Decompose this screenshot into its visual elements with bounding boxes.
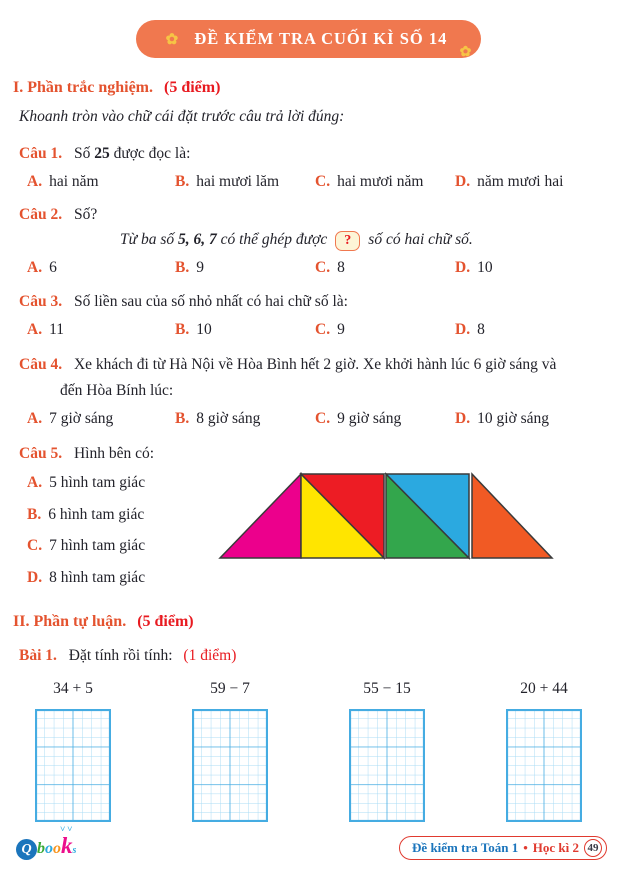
- question-2-options: [0, 259, 617, 277]
- answer-placeholder-box[interactable]: ?: [335, 231, 360, 251]
- question-2-subtext: Từ ba số 5, 6, 7 có thể ghép được ? số có hai chữ số.: [120, 231, 617, 251]
- question-1-text: Số 25 được đọc là:: [73, 145, 191, 162]
- question-5: [0, 445, 617, 589]
- question-2-text: Số?: [73, 206, 98, 224]
- book-name: Đề kiểm tra Toán 1: [412, 840, 519, 855]
- option-b[interactable]: B. 8 giờ sáng: [175, 410, 261, 428]
- option-a[interactable]: A. 5 hình tam giác: [27, 474, 146, 492]
- bird-icon: ˅˅: [60, 824, 75, 834]
- problem-column-2: [192, 680, 268, 827]
- question-4-label: Câu 4.: [19, 356, 63, 374]
- flower-icon: ✿: [165, 32, 180, 48]
- problem-column-1: [35, 680, 111, 827]
- option-d[interactable]: D. 8: [455, 321, 485, 339]
- problem-4: 20 + 44: [520, 679, 568, 697]
- question-1-options: [0, 173, 617, 191]
- question-3-text: Số liền sau của số nhỏ nhất có hai chữ số là:: [73, 292, 348, 310]
- question-4: [19, 354, 617, 402]
- option-b[interactable]: B. hai mươi lăm: [175, 173, 280, 191]
- problem-3: 55 − 15: [363, 679, 411, 697]
- section-1-heading: [13, 79, 617, 97]
- option-b[interactable]: B. 10: [175, 321, 212, 339]
- option-c[interactable]: C. 9 giờ sáng: [315, 410, 402, 428]
- footer-page-label: [399, 836, 607, 860]
- option-b[interactable]: B. 9: [175, 258, 204, 276]
- test-title-banner: [136, 20, 482, 58]
- qbooks-logo: ˅˅ Q books: [16, 833, 76, 860]
- option-b[interactable]: B. 6 hình tam giác: [27, 505, 145, 523]
- section-2-heading: [13, 613, 617, 631]
- exercise-1: [19, 645, 617, 667]
- problem-column-4: [506, 680, 582, 827]
- triangle-pink: [220, 474, 301, 558]
- question-4-line1: Xe khách đi từ Hà Nội về Hòa Bình hết 2 giờ. Xe khởi hành lúc 6 giờ sáng và: [73, 356, 557, 374]
- section-1-title: I. Phần trắc nghiệm.: [13, 79, 153, 96]
- option-a[interactable]: A. 7 giờ sáng: [27, 410, 114, 428]
- problem-column-3: [349, 680, 425, 827]
- question-1-label: Câu 1.: [19, 145, 63, 162]
- option-c[interactable]: C. 7 hình tam giác: [27, 537, 146, 555]
- option-d[interactable]: D. 8 hình tam giác: [27, 568, 146, 586]
- option-c[interactable]: C. 9: [315, 321, 345, 339]
- question-3-options: [0, 321, 617, 339]
- working-grid-2[interactable]: [192, 709, 268, 822]
- question-4-line2: đến Hòa Bính lúc:: [60, 381, 174, 399]
- question-2: [19, 204, 617, 226]
- question-4-options: [0, 410, 617, 428]
- bullet-separator: •: [523, 840, 528, 855]
- option-a[interactable]: A. 11: [27, 321, 65, 339]
- problem-2: 59 − 7: [210, 679, 250, 697]
- page-number: 49: [584, 839, 602, 857]
- exercise-1-title: Đặt tính rồi tính:: [68, 647, 173, 665]
- section-1-points: (5 điểm): [164, 79, 221, 96]
- option-c[interactable]: C. 8: [315, 258, 345, 276]
- exercise-1-points: (1 điểm): [183, 647, 237, 665]
- option-d[interactable]: D. 10: [455, 258, 493, 276]
- option-c[interactable]: C. hai mươi năm: [315, 173, 424, 191]
- option-a[interactable]: A. 6: [27, 258, 57, 276]
- exercise-1-label: Bài 1.: [19, 647, 57, 665]
- question-2-label: Câu 2.: [19, 206, 63, 224]
- question-3: [19, 291, 617, 313]
- worked-problems: [35, 680, 582, 827]
- page-title: ĐỀ KIỂM TRA CUỐI KÌ SỐ 14: [194, 29, 448, 48]
- triangle-figure: [218, 445, 554, 589]
- problem-1: 34 + 5: [53, 679, 93, 697]
- option-d[interactable]: D. năm mươi hai: [455, 173, 564, 191]
- instruction-text: Khoanh tròn vào chữ cái đặt trước câu trả lời đúng:: [19, 108, 345, 125]
- question-1: [19, 143, 617, 165]
- section-2-points: (5 điểm): [137, 613, 194, 631]
- section-2-title: II. Phần tự luận.: [13, 613, 127, 631]
- question-3-label: Câu 3.: [19, 292, 63, 310]
- question-5-text: Hình bên có:: [73, 445, 155, 463]
- option-a[interactable]: A. hai năm: [27, 173, 99, 191]
- option-d[interactable]: D. 10 giờ sáng: [455, 410, 549, 428]
- term-name: Học kì 2: [532, 840, 579, 855]
- triangle-orange: [472, 474, 552, 558]
- question-5-label: Câu 5.: [19, 445, 63, 463]
- working-grid-4[interactable]: [506, 709, 582, 822]
- flower-icon: ✿: [459, 45, 473, 60]
- working-grid-1[interactable]: [35, 709, 111, 822]
- page-footer: [0, 824, 617, 860]
- working-grid-3[interactable]: [349, 709, 425, 822]
